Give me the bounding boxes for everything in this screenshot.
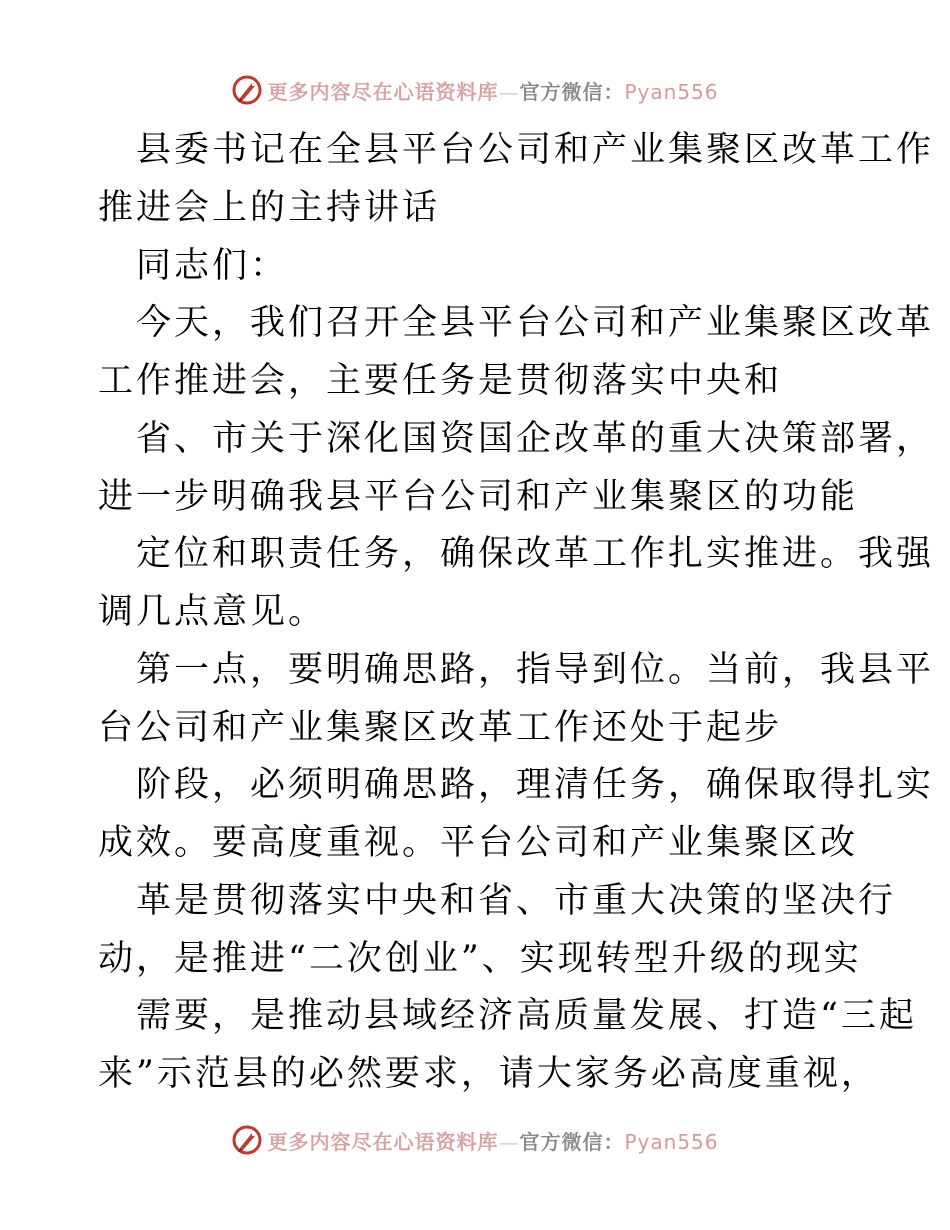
pen-logo-icon bbox=[231, 1124, 263, 1156]
paragraph-line: 革是贯彻落实中央和省、市重大决策的坚决行 bbox=[136, 880, 897, 921]
footer-banner-separator: — bbox=[498, 1129, 520, 1154]
paragraph-line: 今天，我们召开全县平台公司和产业集聚区改革 bbox=[136, 303, 935, 344]
paragraph-line: 来”示范县的必然要求，请大家务必高度重视， bbox=[98, 1054, 879, 1094]
paragraph-line: 定位和职责任务，确保改革工作扎实推进。我强 bbox=[136, 534, 935, 575]
header-banner-label: 官方微信： bbox=[519, 79, 625, 104]
paragraph-line: 第一点，要明确思路，指导到位。当前，我县平 bbox=[136, 649, 935, 690]
footer-banner-label: 官方微信： bbox=[519, 1129, 625, 1154]
paragraph-line: 动，是推进“二次创业”、实现转型升级的现实 bbox=[98, 938, 862, 979]
header-banner-main: 更多内容尽在心语资料库 bbox=[267, 79, 499, 104]
header-watermark-banner bbox=[0, 70, 950, 110]
footer-watermark-banner bbox=[0, 1120, 950, 1160]
paragraph-line: 工作推进会，主要任务是贯彻落实中央和 bbox=[98, 361, 783, 401]
paragraph-line: 阶段，必须明确思路，理清任务，确保取得扎实 bbox=[136, 765, 935, 806]
paragraph-line: 需要，是推动县域经济高质量发展、打造“三起 bbox=[136, 996, 917, 1037]
document-body bbox=[98, 122, 935, 1104]
paragraph-line: 调几点意见。 bbox=[98, 592, 327, 632]
document-title-line-2: 推进会上的主持讲话 bbox=[98, 187, 441, 228]
document-title-line-1: 县委书记在全县平台公司和产业集聚区改革工作 bbox=[136, 130, 935, 170]
pen-logo-icon bbox=[231, 74, 263, 106]
footer-banner-main: 更多内容尽在心语资料库 bbox=[267, 1129, 499, 1154]
footer-banner-wechat-id: Pyan556 bbox=[624, 1129, 719, 1154]
paragraph-line: 省、市关于深化国资国企改革的重大决策部署， bbox=[136, 418, 935, 459]
paragraph-line: 台公司和产业集聚区改革工作还处于起步 bbox=[98, 707, 783, 748]
paragraph-line: 进一步明确我县平台公司和产业集聚区的功能 bbox=[98, 476, 859, 517]
header-banner-wechat-id: Pyan556 bbox=[624, 79, 719, 104]
paragraph-line: 成效。要高度重视。平台公司和产业集聚区改 bbox=[98, 823, 859, 863]
header-banner-separator: — bbox=[498, 79, 520, 104]
footer-banner-text bbox=[267, 1126, 718, 1155]
header-banner-text bbox=[267, 76, 718, 105]
salutation: 同志们： bbox=[136, 245, 289, 286]
